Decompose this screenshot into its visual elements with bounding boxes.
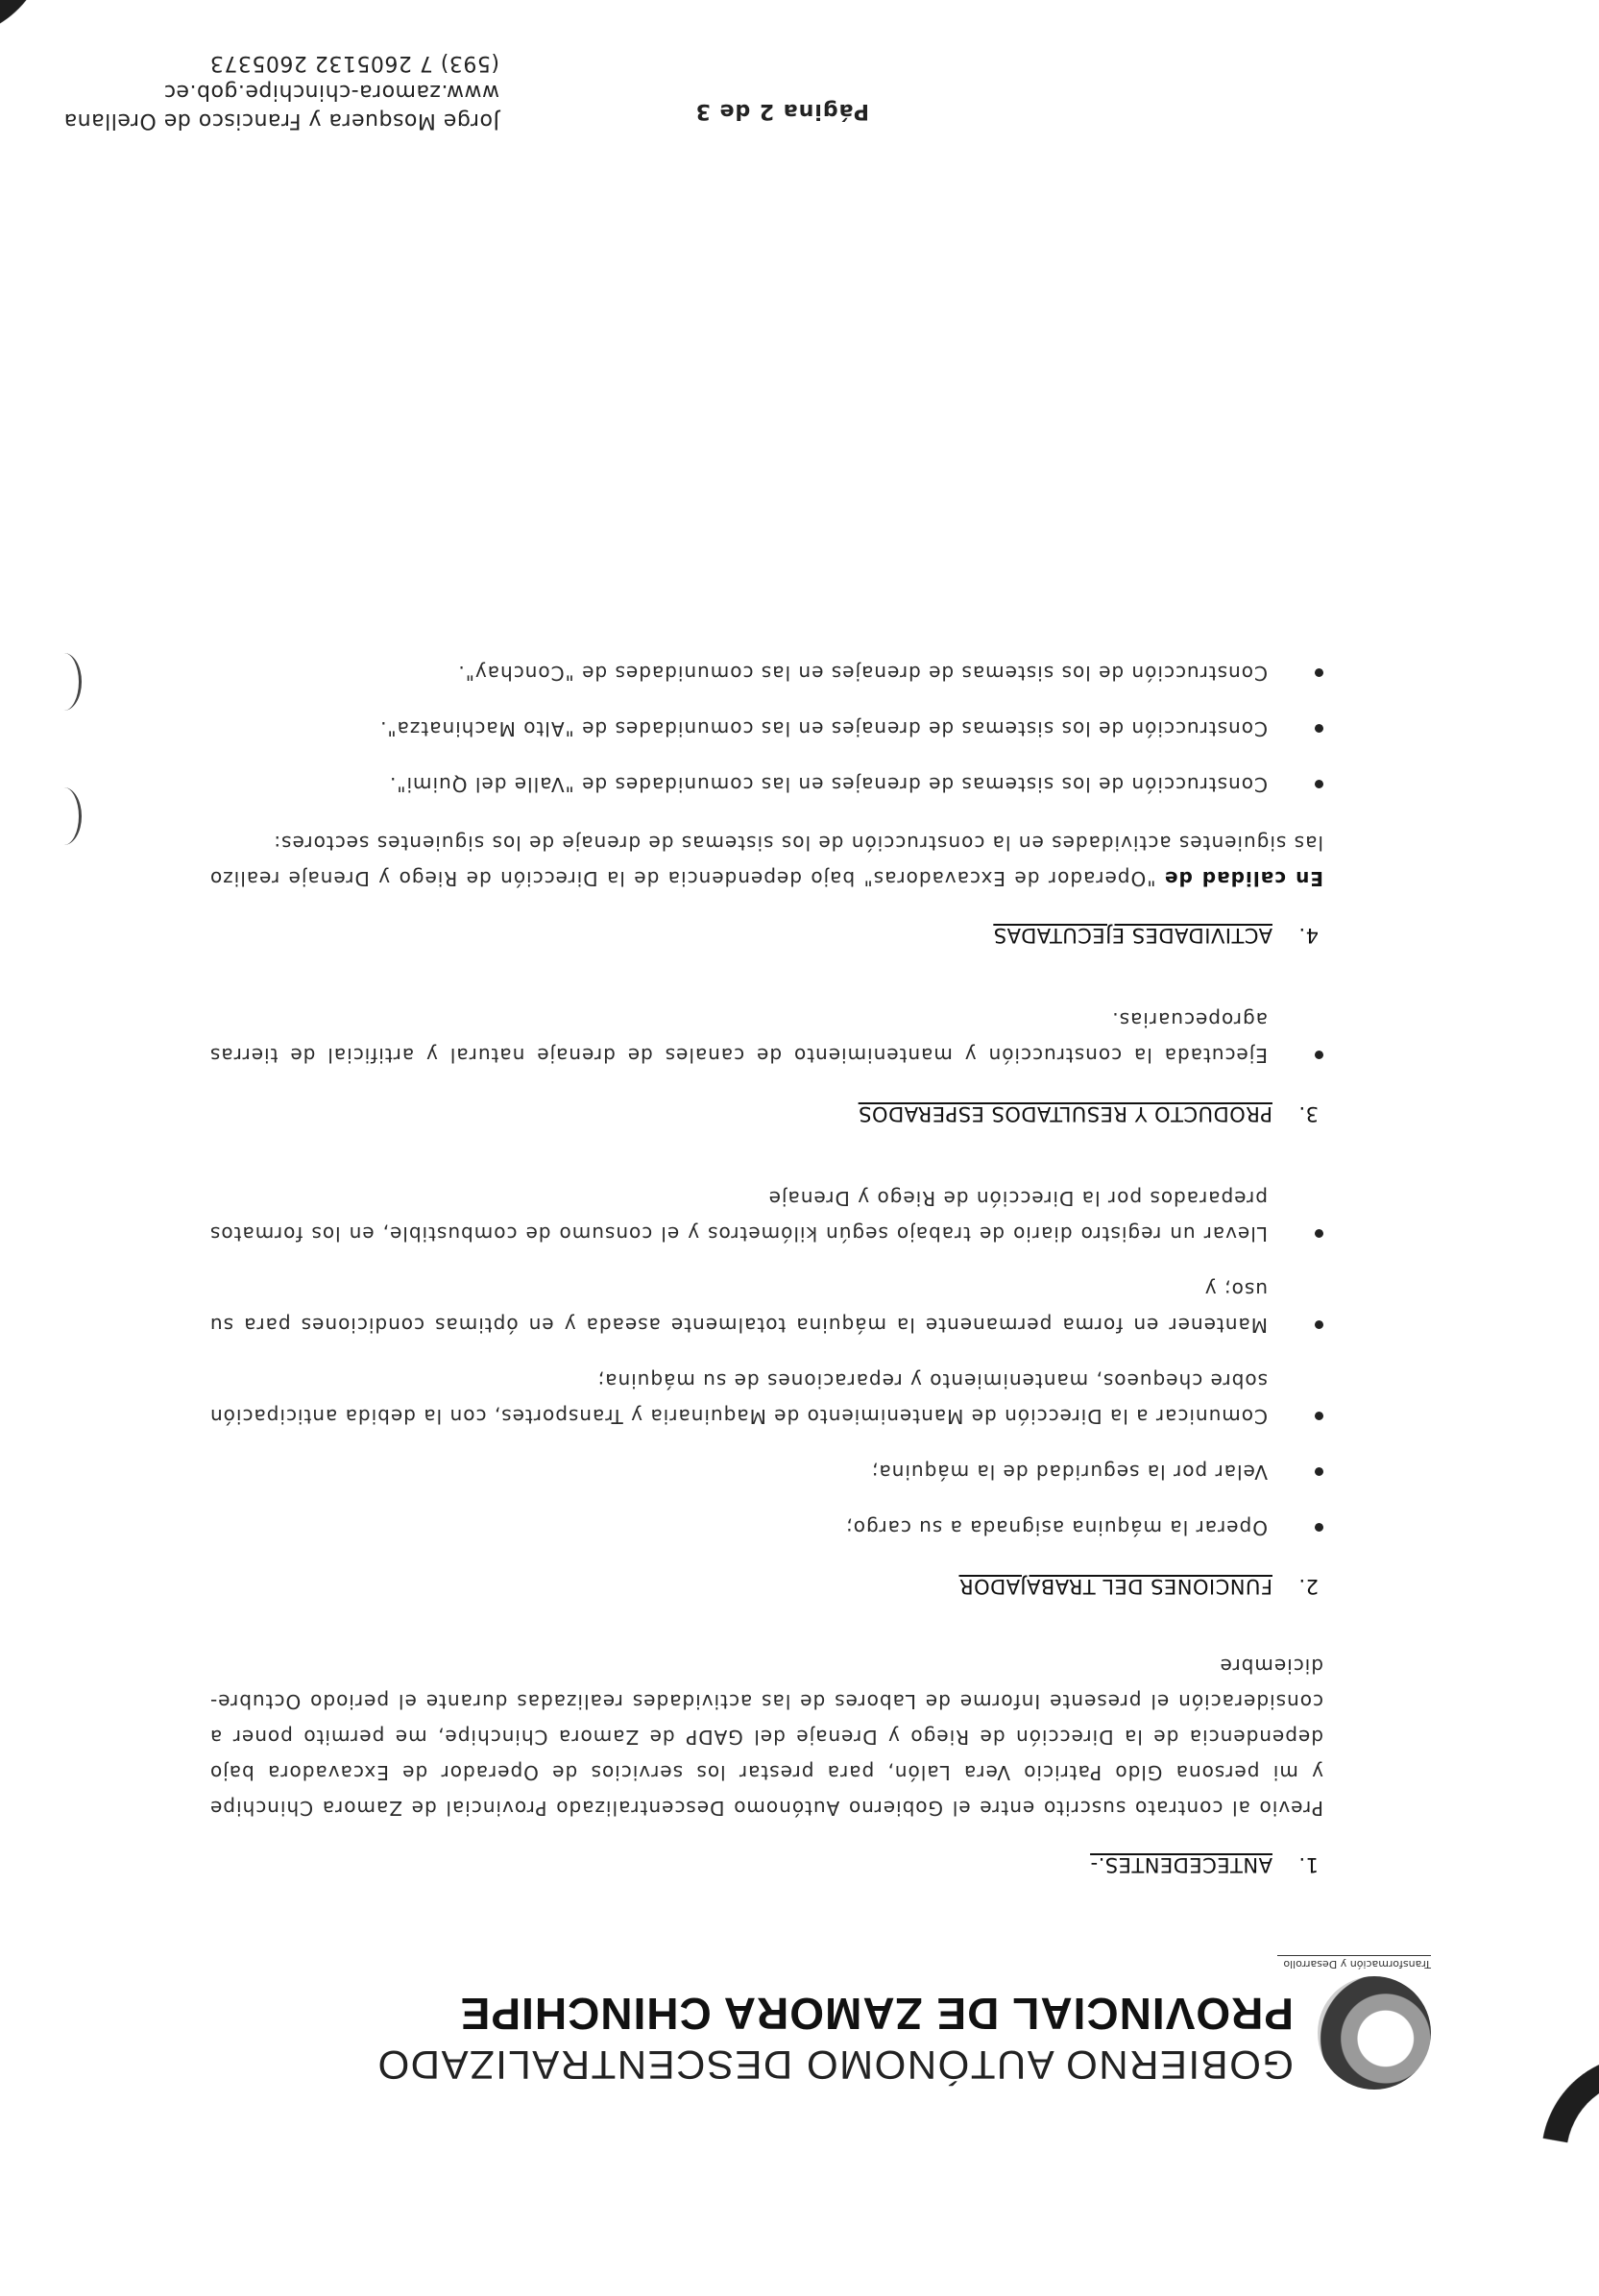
section-title: PRODUCTO Y RESULTADOS ESPERADOS [858, 1102, 1272, 1125]
section-title: ANTECEDENTES.- [1090, 1853, 1272, 1876]
section-title: FUNCIONES DEL TRABAJADOR [958, 1575, 1272, 1598]
footer-contact [63, 48, 499, 134]
section-title: ACTIVIDADES EJECUTADAS [993, 924, 1272, 947]
list-item: Velar por la seguridad de la máquina; [209, 1454, 1323, 1489]
punch-hole-mark [46, 787, 82, 845]
government-name: GOBIERNO AUTÓNOMO DESCENTRALIZADO [376, 2042, 1294, 2088]
scan-shadow-top [1502, 2016, 1599, 2296]
list-item: Construcción de los sistemas de drenajes en las comunidades de "Conchay". [209, 655, 1323, 690]
tagline: Transformación y Desarrollo [1277, 1955, 1431, 1970]
footer-address: Jorge Mosquera y Francisco de Orellana [63, 109, 499, 133]
bullet-list [209, 655, 1323, 802]
list-item: Construcción de los sistemas de drenajes en las comunidades de "Valle del Quimi". [209, 766, 1323, 802]
page-number: Página 2 de 3 [694, 99, 869, 123]
bullet-list [209, 1180, 1323, 1545]
section-producto [209, 1002, 1323, 1131]
punch-hole-mark [46, 653, 82, 711]
section-heading [209, 1096, 1319, 1131]
section-funciones [209, 1180, 1323, 1604]
list-item: Construcción de los sistemas de drenajes en las comunidades de "Alto Machinatza". [209, 711, 1323, 746]
section-antecedentes [209, 1648, 1323, 1882]
footer-website: www.zamora-chinchipe.gob.ec [163, 80, 499, 104]
section-heading [209, 1568, 1319, 1604]
list-item: Llevar un registro diario de trabajo según kilómetros y el consumo de combustible, en los formatos preparados por la Dirección de Riego y Drenaje [209, 1180, 1323, 1251]
section-number: 1. [1297, 1853, 1319, 1876]
list-item: Operar la máquina asignada a su cargo; [209, 1510, 1323, 1545]
section-number: 4. [1297, 924, 1319, 947]
province-name: PROVINCIAL DE ZAMORA CHINCHIPE [459, 1989, 1294, 2039]
lead-bold-text: En calidad de [1163, 867, 1323, 890]
section-number: 3. [1297, 1102, 1319, 1125]
list-item: Ejecutada la construcción y mantenimiento de canales de drenaje natural y artificial de tierras agropecuarias. [209, 1002, 1323, 1073]
section-heading [209, 1847, 1319, 1882]
bullet-list [209, 1002, 1323, 1073]
list-item: Mantener en forma permanente la máquina totalmente aseada y en óptimas condiciones para su uso; y [209, 1271, 1323, 1342]
section-paragraph: Previo al contrato suscrito entre el Gobierno Autónomo Descentralizado Provincial de Zamora Chinchipe y mi persona Gldo Patricio Vera Lalón, para prestar los servicios de Operador de Excavadora bajo dependencia de la Dirección de Riego y Drenaje del GADP de Zamora Chinchipe, me permito poner a consideración el presente Informe de Labores de las actividades realizadas durante el periodo Octubre-diciembre [209, 1655, 1323, 1820]
list-item: Comunicar a la Dirección de Mantenimiento de Maquinaria y Transportes, con la debida anticipación sobre chequeos, mantenimiento y reparaciones de su máquina; [209, 1363, 1323, 1434]
section-number: 2. [1297, 1575, 1319, 1598]
section-actividades [209, 655, 1323, 953]
section-heading [209, 917, 1319, 953]
gadp-logo-emblem [1318, 1976, 1431, 2090]
report-body [209, 635, 1323, 1882]
page-footer [0, 29, 1599, 134]
footer-phone: (593) 7 2605132 2605373 [209, 51, 499, 75]
lead-text: "Operador de Excavadoras" bajo dependencia de la Dirección de Riego y Drenaje realizo las siguientes actividades en la construcción de los sistemas de drenaje de los siguientes sectores: [208, 832, 1323, 890]
section-paragraph [209, 825, 1323, 896]
